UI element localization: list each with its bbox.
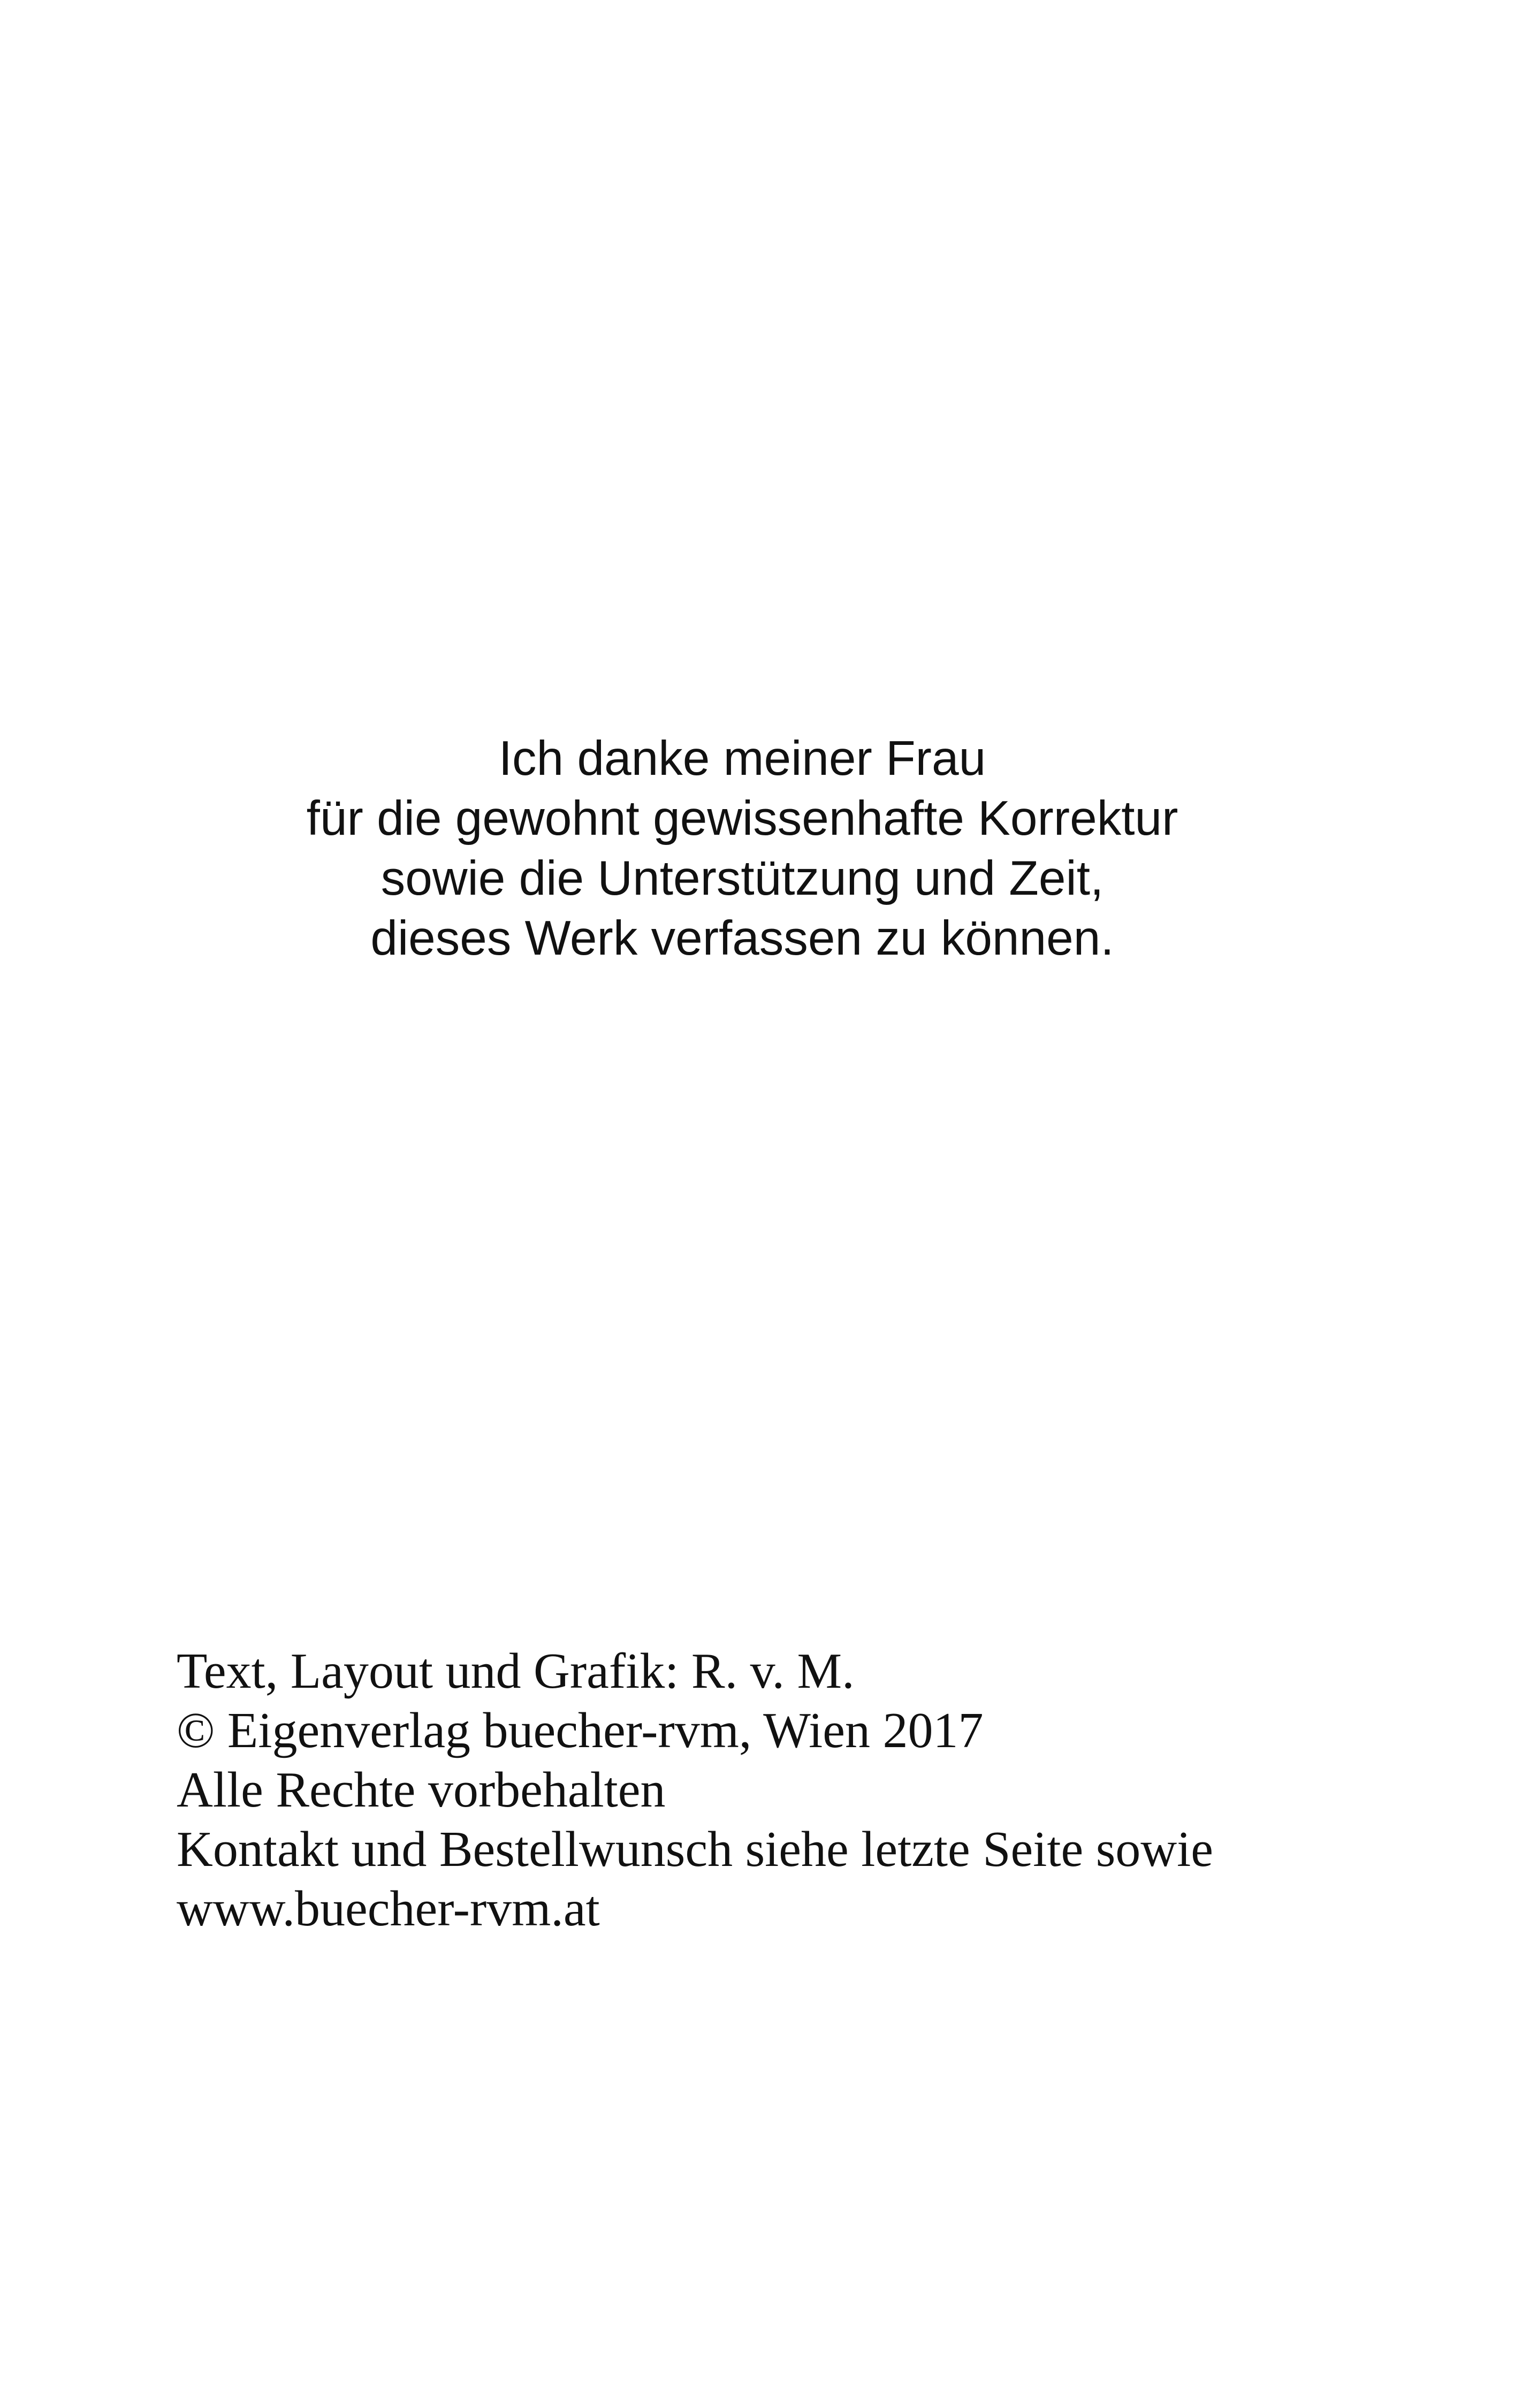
dedication-line: dieses Werk verfassen zu können.	[370, 911, 1114, 965]
imprint-credits: Text, Layout und Grafik: R. v. M.	[177, 1643, 855, 1699]
dedication-line: Ich danke meiner Frau	[498, 731, 986, 786]
dedication-block	[0, 729, 1485, 969]
imprint-contact: Kontakt und Bestellwunsch siehe letzte Seite sowie	[177, 1822, 1214, 1877]
imprint-rights: Alle Rechte vorbehalten	[177, 1762, 666, 1818]
imprint-website: www.buecher-rvm.at	[177, 1881, 600, 1937]
imprint-copyright: © Eigenverlag buecher-rvm, Wien 2017	[177, 1703, 984, 1758]
imprint-block	[177, 1642, 1488, 1939]
dedication-line: sowie die Unterstützung und Zeit,	[380, 851, 1104, 905]
dedication-line: für die gewohnt gewissenhafte Korrektur	[306, 791, 1178, 845]
